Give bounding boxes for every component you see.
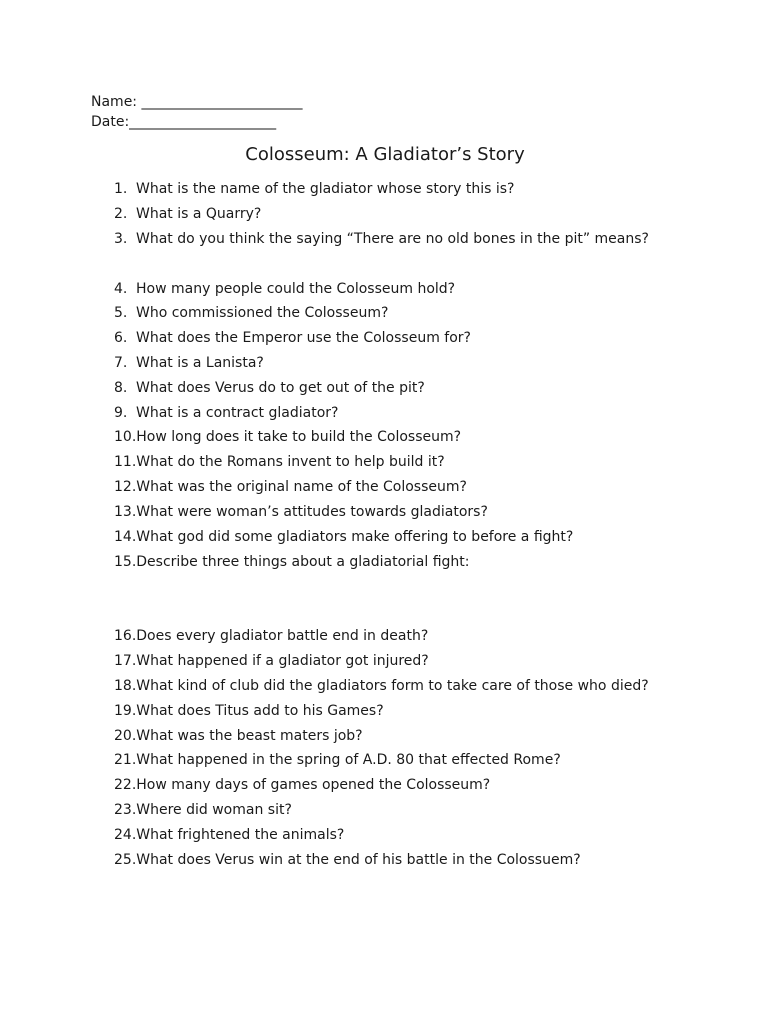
question-item — [114, 851, 581, 869]
question-number: 6. — [114, 330, 128, 346]
question-item — [114, 528, 573, 546]
question-number: 20. — [114, 728, 137, 744]
question-text: What was the original name of the Colosseum? — [136, 479, 467, 495]
question-number: 21. — [114, 752, 137, 768]
question-number: 17. — [114, 653, 137, 669]
question-number: 9. — [114, 405, 128, 421]
question-item — [114, 354, 264, 372]
question-number: 22. — [114, 777, 137, 793]
question-item — [114, 677, 649, 695]
question-number: 23. — [114, 802, 137, 818]
question-number: 2. — [114, 206, 128, 222]
question-text: Who commissioned the Colosseum? — [136, 305, 389, 321]
question-number: 1. — [114, 181, 128, 197]
question-item — [114, 379, 425, 397]
question-text: What were woman’s attitudes towards gladiators? — [136, 504, 488, 520]
question-text: How long does it take to build the Colosseum? — [136, 429, 462, 445]
question-number: 4. — [114, 281, 128, 297]
question-text: Where did woman sit? — [136, 802, 292, 818]
question-text: What happened if a gladiator got injured? — [136, 653, 429, 669]
question-item — [114, 453, 445, 471]
question-item — [114, 230, 649, 248]
question-item — [114, 205, 261, 223]
question-text: What is a Lanista? — [136, 355, 264, 371]
question-number: 5. — [114, 305, 128, 321]
question-number: 10. — [114, 429, 137, 445]
question-item — [114, 329, 471, 347]
question-item — [114, 280, 455, 298]
question-item — [114, 627, 428, 645]
question-number: 14. — [114, 529, 137, 545]
question-text: What do the Romans invent to help build it? — [136, 454, 445, 470]
question-item — [114, 727, 363, 745]
question-text: What does Titus add to his Games? — [136, 703, 384, 719]
question-number: 24. — [114, 827, 137, 843]
question-number: 12. — [114, 479, 137, 495]
question-number: 13. — [114, 504, 137, 520]
question-item — [114, 776, 490, 794]
question-text: What is the name of the gladiator whose story this is? — [136, 181, 515, 197]
question-item — [114, 801, 292, 819]
question-number: 15. — [114, 554, 137, 570]
question-text: What happened in the spring of A.D. 80 that effected Rome? — [136, 752, 561, 768]
question-item — [114, 751, 561, 769]
question-text: What was the beast maters job? — [136, 728, 363, 744]
question-number: 16. — [114, 628, 137, 644]
worksheet-title: Colosseum: A Gladiator’s Story — [245, 144, 525, 165]
question-text: How many people could the Colosseum hold? — [136, 281, 456, 297]
question-item — [114, 404, 338, 422]
date-field-label: Date:_____________________ — [91, 114, 277, 130]
question-number: 19. — [114, 703, 137, 719]
question-text: What does Verus win at the end of his battle in the Colossuem? — [136, 852, 581, 868]
question-item — [114, 304, 388, 322]
question-text: What does the Emperor use the Colosseum for? — [136, 330, 471, 346]
question-number: 3. — [114, 231, 128, 247]
question-item — [114, 826, 344, 844]
question-item — [114, 503, 488, 521]
question-item — [114, 428, 461, 446]
question-item — [114, 180, 515, 198]
question-text: What kind of club did the gladiators form to take care of those who died? — [136, 678, 649, 694]
question-text: What frightened the animals? — [136, 827, 345, 843]
question-text: What is a contract gladiator? — [136, 405, 339, 421]
question-number: 8. — [114, 380, 128, 396]
name-field-label: Name: _______________________ — [91, 94, 303, 110]
question-item — [114, 553, 469, 571]
question-text: Describe three things about a gladiatorial fight: — [136, 554, 470, 570]
question-text: What do you think the saying “There are no old bones in the pit” means? — [136, 231, 649, 247]
question-number: 11. — [114, 454, 137, 470]
question-text: What god did some gladiators make offering to before a fight? — [136, 529, 574, 545]
question-item — [114, 478, 467, 496]
question-text: What does Verus do to get out of the pit? — [136, 380, 425, 396]
question-text: How many days of games opened the Colosseum? — [136, 777, 491, 793]
question-text: What is a Quarry? — [136, 206, 262, 222]
question-number: 18. — [114, 678, 137, 694]
question-number: 25. — [114, 852, 137, 868]
question-text: Does every gladiator battle end in death? — [136, 628, 429, 644]
question-item — [114, 652, 429, 670]
question-number: 7. — [114, 355, 128, 371]
question-item — [114, 702, 384, 720]
